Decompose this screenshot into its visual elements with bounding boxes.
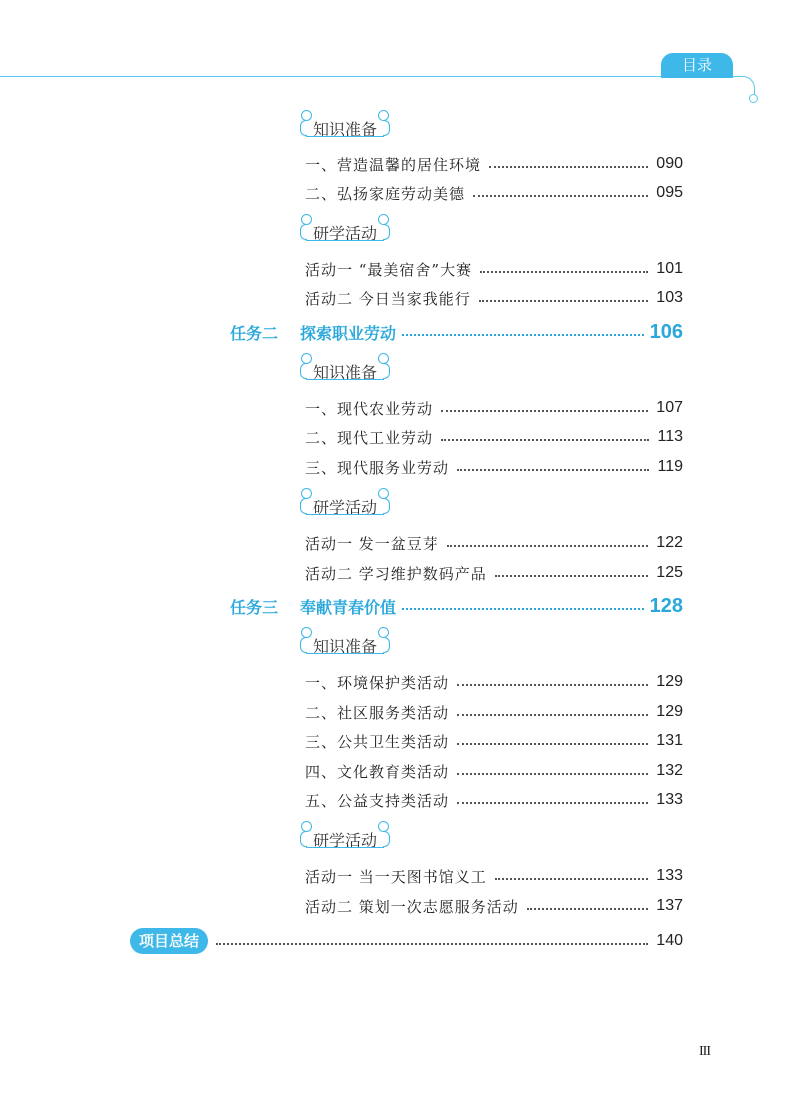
toc-entry[interactable]: 活动一 发一盆豆芽 122: [305, 534, 683, 553]
toc-entry[interactable]: 三、现代服务业劳动 119: [305, 458, 683, 477]
toc-entry[interactable]: 活动一 当一天图书馆义工 133: [305, 867, 683, 886]
task-heading[interactable]: 任务二 探索职业劳动 106: [230, 320, 683, 343]
section-heading-knowledge: 知识准备: [300, 355, 390, 387]
section-heading-activity: 研学活动: [300, 216, 390, 248]
toc-entry[interactable]: 二、弘扬家庭劳动美德 095: [305, 184, 683, 203]
header-rule: [0, 76, 740, 77]
toc-entry[interactable]: 一、环境保护类活动 129: [305, 673, 683, 692]
section-heading-knowledge: 知识准备: [300, 112, 390, 144]
toc-entry[interactable]: 活动二 今日当家我能行 103: [305, 289, 683, 308]
summary-pill: 项目总结: [130, 928, 208, 954]
section-heading-knowledge: 知识准备: [300, 629, 390, 661]
summary-entry[interactable]: 项目总结 140: [130, 928, 683, 954]
toc-entry[interactable]: 活动二 策划一次志愿服务活动 137: [305, 897, 683, 916]
task-heading[interactable]: 任务三 奉献青春价值 128: [230, 594, 683, 617]
toc-entry[interactable]: 三、公共卫生类活动 131: [305, 732, 683, 751]
toc-entry[interactable]: 活动二 学习维护数码产品 125: [305, 564, 683, 583]
toc-entry[interactable]: 五、公益支持类活动 133: [305, 791, 683, 810]
section-heading-activity: 研学活动: [300, 823, 390, 855]
toc-entry[interactable]: 二、现代工业劳动 113: [305, 428, 683, 447]
section-heading-activity: 研学活动: [300, 490, 390, 522]
toc-entry[interactable]: 一、营造温馨的居住环境 090: [305, 155, 683, 174]
page-number: III: [699, 1044, 710, 1059]
toc-entry[interactable]: 活动一 “最美宿舍”大赛 101: [305, 260, 683, 279]
toc-entry[interactable]: 一、现代农业劳动 107: [305, 399, 683, 418]
toc-entry[interactable]: 四、文化教育类活动 132: [305, 762, 683, 781]
toc-tab: 目录: [661, 53, 733, 78]
toc-entry[interactable]: 二、社区服务类活动 129: [305, 703, 683, 722]
header-rule-dot: [749, 94, 758, 103]
